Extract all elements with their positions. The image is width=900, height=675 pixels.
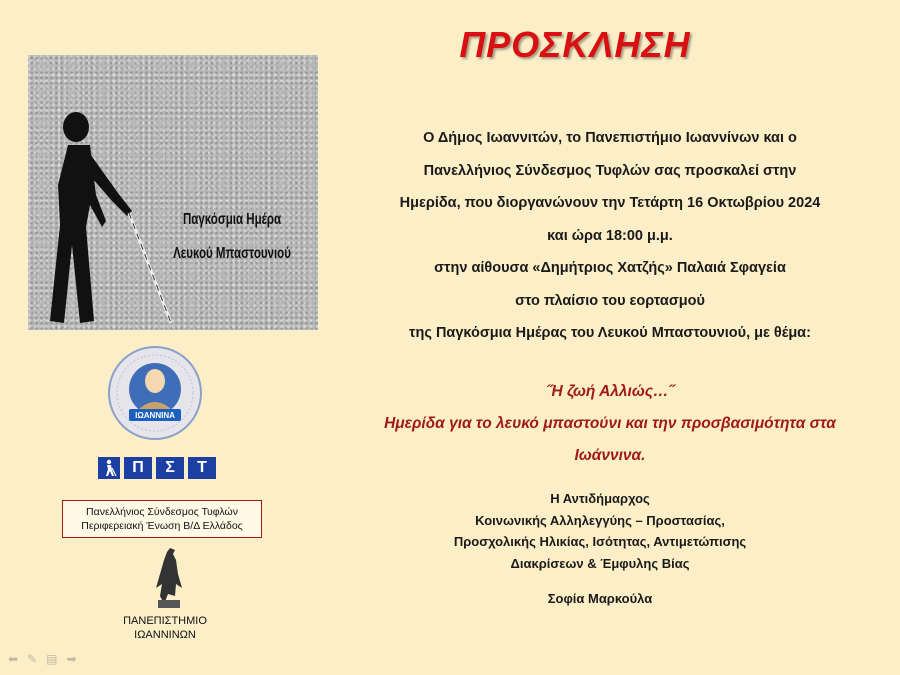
poster-line-1: Παγκόσμια Ημέρα (182, 211, 282, 228)
body-line: στην αίθουσα «Δημήτριος Χατζής» Παλαιά Σφαγεία (434, 260, 786, 276)
body-line: της Παγκόσμια Ημέρας του Λευκού Μπαστουνιού, με θέμα: (409, 325, 811, 341)
page-title: ΠΡΟΣΚΛΗΣΗ (459, 24, 691, 65)
slide-toolbar (8, 652, 77, 666)
poster-line-2: Λευκού Μπαστουνιού (173, 245, 291, 262)
pst-letter: Π (124, 457, 152, 479)
signature-line: Η Αντιδήμαρχος (550, 491, 650, 506)
pen-icon[interactable]: ✎ (27, 652, 38, 666)
pst-letter: Τ (188, 457, 216, 479)
union-line-2: Περιφερειακή Ένωση Β/Δ Ελλάδος (81, 520, 243, 532)
event-theme (330, 376, 890, 472)
arrow-left-icon[interactable]: ⬅ (8, 652, 19, 666)
signatory-name: Σοφία Μαρκούλα (547, 591, 653, 606)
walking-person-icon (98, 457, 120, 479)
seal-ring-text: ΙΩΑΝΝΙΝΑ (135, 411, 175, 420)
signature-line: Διακρίσεων & Έμφυλης Βίας (510, 555, 690, 571)
invitation-body (330, 122, 890, 350)
body-line: Πανελλήνιος Σύνδεσμος Τυφλών σας προσκαλεί στην (423, 162, 797, 179)
signature-line: Κοινωνικής Αλληλεγγύης – Προστασίας, (475, 512, 725, 528)
signature-block (400, 488, 800, 610)
union-line-1: Πανελλήνιος Σύνδεσμος Τυφλών (86, 506, 238, 518)
body-line: και ώρα 18:00 μ.μ. (547, 227, 673, 244)
eagle-emblem-icon (148, 544, 188, 610)
pst-logo (98, 457, 224, 479)
theme-line: Ιωάννινα. (574, 447, 646, 464)
university-line-1: ΠΑΝΕΠΙΣΤΗΜΙΟ (123, 615, 207, 627)
university-name (100, 614, 230, 642)
pst-letter: Σ (156, 457, 184, 479)
theme-line: ˝Η ζωή Αλλιώς…˝ (546, 383, 674, 400)
blind-union-label (62, 500, 262, 538)
body-line: στο πλαίσιο του εορτασμού (515, 292, 705, 309)
walking-person-with-cane-icon (28, 55, 318, 330)
poster-caption (160, 203, 304, 271)
municipality-seal-icon (107, 345, 203, 445)
theme-line: Ημερίδα για το λευκό μπαστούνι και την προσβασιμότητα στα (384, 415, 836, 432)
body-line: Ο Δήμος Ιωαννιτών, το Πανεπιστήμιο Ιωαννίνων και ο (423, 130, 797, 146)
arrow-right-icon[interactable]: ➡ (66, 652, 77, 666)
menu-icon[interactable]: ▤ (46, 652, 58, 666)
signature-line: Προσχολικής Ηλικίας, Ισότητας, Αντιμετώπισης (453, 534, 747, 549)
body-line: Ημερίδα, που διοργανώνουν την Τετάρτη 16 Οκτωβρίου 2024 (399, 195, 821, 211)
university-line-2: ΙΩΑΝΝΙΝΩΝ (134, 629, 196, 641)
white-cane-day-poster (28, 55, 318, 330)
